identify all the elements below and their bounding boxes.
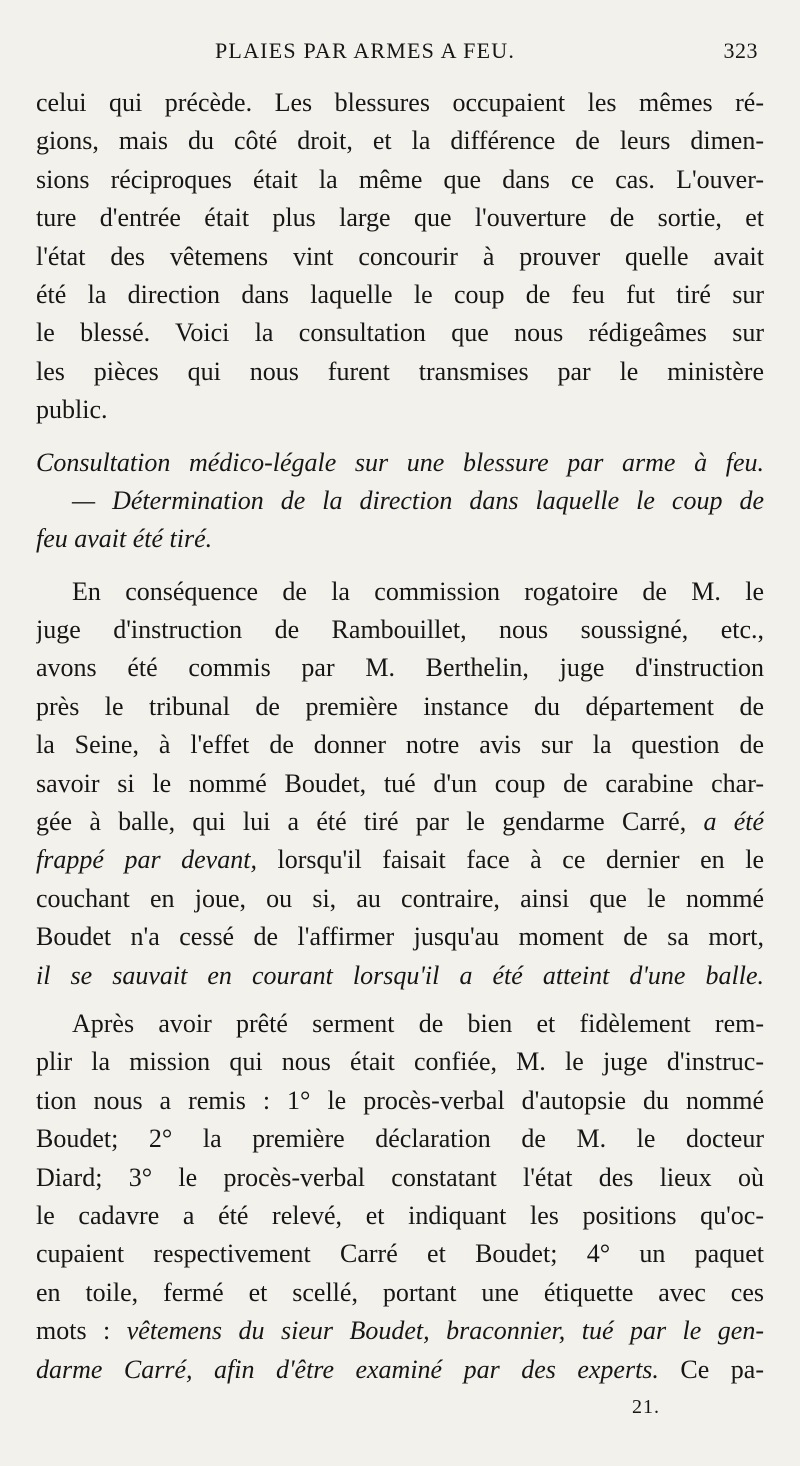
running-head [0, 38, 800, 70]
section-heading [36, 444, 764, 559]
text-line: le blessé. Voici la consultation que nous rédigeâmes sur [36, 318, 764, 348]
text-line: darme Carré, afin d'être examiné par des experts. Ce pa- [36, 1354, 764, 1384]
text-line: celui qui précède. Les blessures occupaient les mêmes ré- [36, 88, 764, 117]
text-line: public. [36, 395, 108, 425]
text-line: plir la mission qui nous était confiée, M. le juge d'instruc- [36, 1047, 764, 1077]
signature-mark: 21. [632, 1396, 660, 1418]
text-line: l'état des vêtemens vint concourir à prouver quelle avait [36, 241, 764, 271]
text-line: couchant en joue, ou si, au contraire, ainsi que le nommé [36, 883, 764, 913]
text-line: Après avoir prêté serment de bien et fidèlement rem- [72, 1008, 764, 1038]
text-line: près le tribunal de première instance du département de [36, 691, 764, 721]
text-line: juge d'instruction de Rambouillet, nous soussigné, etc., [36, 615, 764, 645]
text-line: mots : vêtemens du sieur Boudet, braconnier, tué par le gen- [36, 1316, 764, 1346]
text-line: sions réciproques était la même que dans ce cas. L'ouver- [36, 164, 764, 194]
text-line: cupaient respectivement Carré et Boudet; 4° un paquet [36, 1239, 764, 1269]
heading-line: Consultation médico-légale sur une blessure par arme à feu. [36, 447, 764, 477]
text-line: les pièces qui nous furent transmises par le ministère [36, 356, 764, 386]
paragraph-continuation [36, 84, 764, 430]
text-line: ture d'entrée était plus large que l'ouverture de sortie, et [36, 203, 764, 233]
text-line: en toile, fermé et scellé, portant une étiquette avec ces [36, 1277, 764, 1307]
text-line: gions, mais du côté droit, et la différence de leurs dimen- [36, 126, 764, 156]
text-line: le cadavre a été relevé, et indiquant les positions qu'oc- [36, 1200, 764, 1230]
text-line: Boudet; 2° la première déclaration de M. le docteur [36, 1124, 764, 1154]
page-number: 323 [723, 38, 758, 63]
text-line: avons été commis par M. Berthelin, juge d'instruction [36, 653, 764, 683]
text-line: savoir si le nommé Boudet, tué d'un coup de carabine char- [36, 768, 764, 798]
text-line: été la direction dans laquelle le coup de feu fut tiré sur [36, 279, 764, 309]
paragraph-documents [36, 1005, 764, 1389]
text-line: Boudet n'a cessé de l'affirmer jusqu'au moment de sa mort, [36, 922, 764, 952]
text-line: Diard; 3° le procès-verbal constatant l'état des lieux où [36, 1162, 764, 1192]
text-line: tion nous a remis : 1° le procès-verbal d'autopsie du nommé [36, 1085, 764, 1115]
running-title: PLAIES PAR ARMES A FEU. [215, 38, 516, 63]
text-line: gée à balle, qui lui a été tiré par le gendarme Carré, a été [36, 807, 764, 837]
paragraph-commission [36, 573, 764, 995]
text-line: En conséquence de la commission rogatoire de M. le [72, 576, 764, 606]
text-line: il se sauvait en courant lorsqu'il a été atteint d'une balle. [36, 960, 764, 990]
heading-line: — Détermination de la direction dans laquelle le coup de [72, 485, 764, 515]
heading-line: feu avait été tiré. [36, 524, 213, 554]
text-line: la Seine, à l'effet de donner notre avis sur la question de [36, 730, 764, 760]
text-body [36, 84, 764, 1389]
text-line: frappé par devant, lorsqu'il faisait face à ce dernier en le [36, 845, 764, 875]
